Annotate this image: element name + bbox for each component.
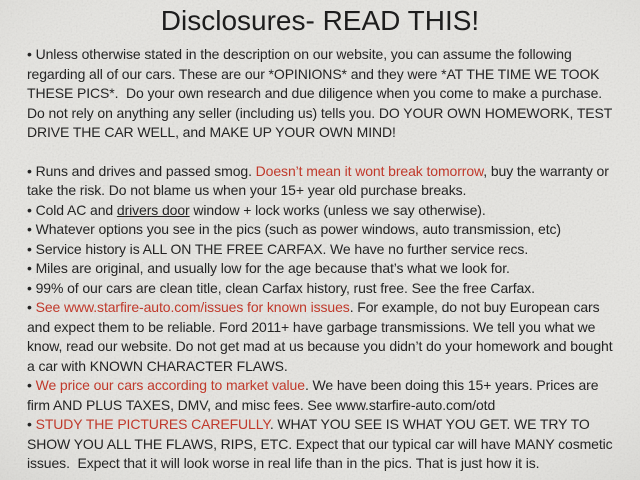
- red-issues-url-text: See www.starfire-auto.com/issues for known issues: [35, 299, 350, 315]
- paragraph-options: [27, 220, 613, 240]
- paragraph-cold-ac: [27, 201, 613, 221]
- paragraph-pricing: [27, 376, 613, 415]
- paragraph-miles: [27, 259, 613, 279]
- paragraph-service-history: [27, 240, 613, 260]
- text-run: . For example, do not buy European cars and expect them to be reliable. Ford 2011+ have garbage transmissions. We tell you what we know, read our website. Do not get mad at us because you didn’t do your homework and bought a car with KNOWN CHARACTER FLAWS.: [27, 299, 617, 374]
- text-run: •: [27, 416, 36, 432]
- text-run: •: [27, 299, 36, 315]
- red-pricing-text: We price our cars according to market value: [35, 377, 305, 393]
- text-run: • Miles are original, and usually low for the age because that’s what we look for.: [27, 260, 510, 276]
- red-warning-text: Doesn’t mean it wont break tomorrow: [255, 162, 484, 179]
- text-run: • Cold AC and: [27, 201, 117, 218]
- text-run: • Service history is ALL ON THE FREE CARFAX. We have no further service recs.: [27, 240, 529, 257]
- text-run: •: [27, 377, 36, 393]
- red-study-pictures-text: STUDY THE PICTURES CAREFULLY: [35, 416, 270, 432]
- slide-title: Disclosures- READ THIS!: [160, 5, 480, 36]
- underlined-text: drivers door: [116, 201, 190, 218]
- text-run: • 99% of our cars are clean title, clean Carfax history, rust free. See the free Carfax.: [27, 279, 535, 296]
- paragraph-runs-and-drives: [27, 162, 613, 201]
- text-run: . We have been doing this 15+ years. Prices are firm AND PLUS TAXES, DMV, and misc fees. See www.starfire-auto.com/otd: [27, 377, 603, 413]
- paragraph-general-disclaimer: [27, 45, 616, 143]
- text-run: • Whatever options you see in the pics (such as power windows, auto transmission, etc): [27, 221, 561, 237]
- paragraph-study-pictures: [27, 415, 617, 474]
- paragraph-known-issues: [27, 298, 617, 376]
- text-run: , buy the warranty or take the risk. Do not blame us when your 15+ year old purchase breaks.: [27, 162, 613, 198]
- text-run: window + lock works (unless we say otherwise).: [189, 201, 486, 218]
- text-run: . WHAT YOU SEE IS WHAT YOU GET. WE TRY TO SHOW YOU ALL THE FLAWS, RIPS, ETC. Expect that our typical car will have MANY cosmetic issues. Expect that it will look worse in real life than in the pics. That is just how it is.: [27, 416, 617, 471]
- text-run: • Runs and drives and passed smog.: [27, 162, 256, 179]
- text-run: • Unless otherwise stated in the description on our website, you can assume the following regarding all of our cars. These are our *OPINIONS* and they were *AT THE TIME WE TOOK THESE PICS*. Do your own research and due diligence when you come to make a purchase. Do not rely on anything any seller (including us) tells you. DO YOUR OWN HOMEWORK, TEST DRIVE THE CAR WELL, and MAKE UP YOUR OWN MIND!: [27, 46, 616, 140]
- paragraph-clean-title: [27, 279, 613, 299]
